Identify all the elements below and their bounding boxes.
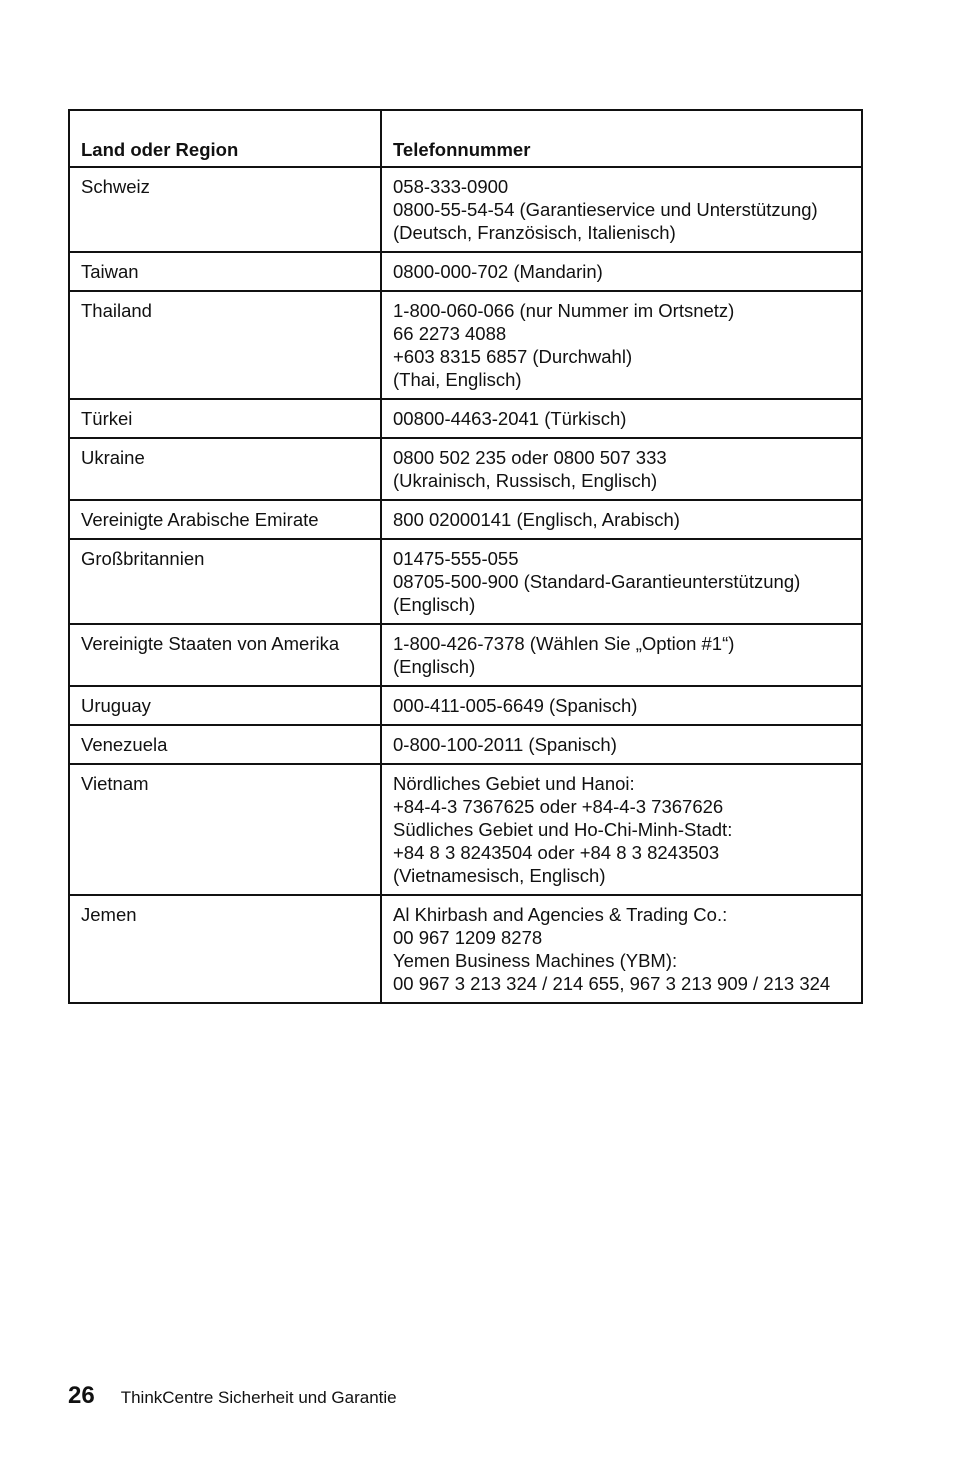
phone-line: +84-4-3 7367625 oder +84-4-3 7367626 — [393, 796, 724, 817]
phone-line: 01475-555-055 — [393, 548, 519, 569]
table-row — [69, 500, 862, 539]
phone-line: 800 02000141 (Englisch, Arabisch) — [393, 509, 680, 530]
country-cell: Taiwan — [69, 252, 381, 291]
phone-line: 08705-500-900 (Standard-Garantieunterstützung) — [393, 571, 801, 592]
phone-line: 0-800-100-2011 (Spanisch) — [393, 734, 617, 755]
phone-cell — [381, 895, 862, 1003]
phone-line: 0800-55-54-54 (Garantieservice und Unterstützung) — [393, 199, 818, 220]
phone-cell — [381, 167, 862, 252]
table-row — [69, 291, 862, 399]
header-phone: Telefonnummer — [381, 110, 862, 167]
table-header-row — [69, 110, 862, 167]
phone-line: (Englisch) — [393, 594, 476, 615]
phone-line: (Englisch) — [393, 656, 476, 677]
phone-cell — [381, 764, 862, 895]
country-cell: Schweiz — [69, 167, 381, 252]
phone-line: (Ukrainisch, Russisch, Englisch) — [393, 470, 658, 491]
phone-line: (Deutsch, Französisch, Italienisch) — [393, 222, 676, 243]
phone-line: Yemen Business Machines (YBM): — [393, 950, 678, 971]
country-cell: Großbritannien — [69, 539, 381, 624]
phone-line: 0800-000-702 (Mandarin) — [393, 261, 603, 282]
phone-line: 000-411-005-6649 (Spanisch) — [393, 695, 638, 716]
country-cell: Vereinigte Arabische Emirate — [69, 500, 381, 539]
phone-cell — [381, 399, 862, 438]
country-cell: Uruguay — [69, 686, 381, 725]
table-row — [69, 438, 862, 500]
country-cell: Jemen — [69, 895, 381, 1003]
country-cell: Vereinigte Staaten von Amerika — [69, 624, 381, 686]
table-row — [69, 764, 862, 895]
table-row — [69, 725, 862, 764]
table-row — [69, 167, 862, 252]
page-footer — [68, 1382, 397, 1410]
phone-cell — [381, 539, 862, 624]
phone-line: 00800-4463-2041 (Türkisch) — [393, 408, 627, 429]
phone-line: Südliches Gebiet und Ho-Chi-Minh-Stadt: — [393, 819, 733, 840]
phone-cell — [381, 500, 862, 539]
table-row — [69, 624, 862, 686]
phone-line: Nördliches Gebiet und Hanoi: — [393, 773, 635, 794]
phone-line: 00 967 3 213 324 / 214 655, 967 3 213 909 / 213 324 — [393, 973, 831, 994]
table-row — [69, 399, 862, 438]
phone-line: 058-333-0900 — [393, 176, 509, 197]
phone-line: 1-800-426-7378 (Wählen Sie „Option #1“) — [393, 633, 735, 654]
table-row — [69, 539, 862, 624]
phone-support-table — [68, 109, 863, 1004]
country-cell: Thailand — [69, 291, 381, 399]
table-row — [69, 686, 862, 725]
phone-line: 1-800-060-066 (nur Nummer im Ortsnetz) — [393, 300, 735, 321]
phone-cell — [381, 252, 862, 291]
country-cell: Vietnam — [69, 764, 381, 895]
phone-line: (Thai, Englisch) — [393, 369, 522, 390]
phone-line: 00 967 1209 8278 — [393, 927, 543, 948]
phone-cell — [381, 624, 862, 686]
country-cell: Türkei — [69, 399, 381, 438]
country-cell: Venezuela — [69, 725, 381, 764]
table-row — [69, 252, 862, 291]
footer-title: ThinkCentre Sicherheit und Garantie — [120, 1388, 397, 1407]
phone-line: +603 8315 6857 (Durchwahl) — [393, 346, 633, 367]
table-body — [69, 167, 862, 1003]
phone-line: 0800 502 235 oder 0800 507 333 — [393, 447, 667, 468]
phone-cell — [381, 438, 862, 500]
phone-cell — [381, 686, 862, 725]
phone-line: +84 8 3 8243504 oder +84 8 3 8243503 — [393, 842, 720, 863]
phone-cell — [381, 291, 862, 399]
page-number: 26 — [68, 1382, 95, 1409]
table-row — [69, 895, 862, 1003]
phone-line: Al Khirbash and Agencies & Trading Co.: — [393, 904, 728, 925]
phone-line: (Vietnamesisch, Englisch) — [393, 865, 606, 886]
phone-line: 66 2273 4088 — [393, 323, 507, 344]
header-country: Land oder Region — [69, 110, 381, 167]
country-cell: Ukraine — [69, 438, 381, 500]
phone-cell — [381, 725, 862, 764]
